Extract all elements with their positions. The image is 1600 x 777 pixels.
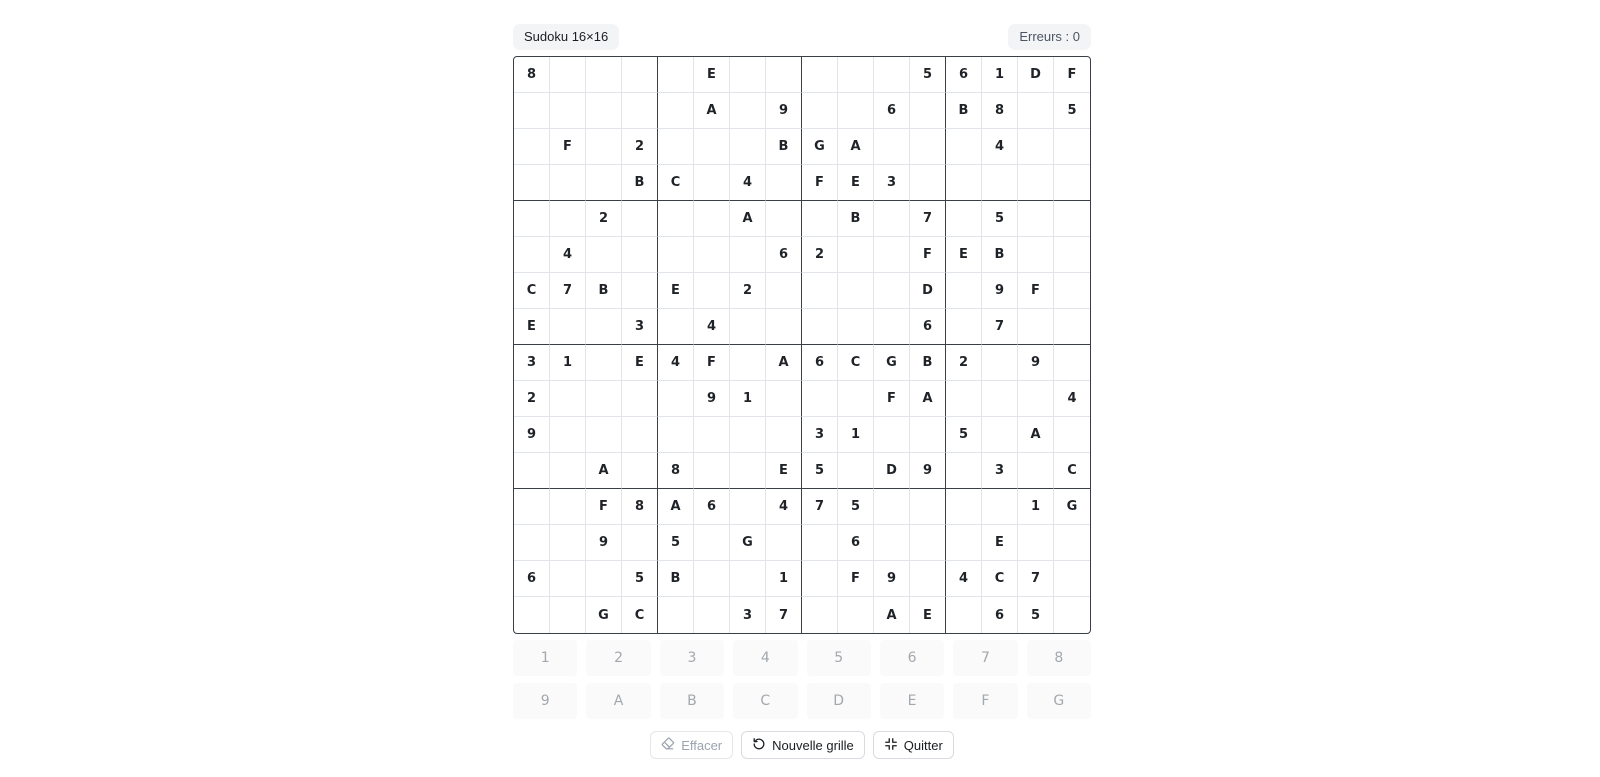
grid-cell[interactable] — [622, 93, 658, 129]
grid-cell[interactable]: 3 — [622, 309, 658, 345]
number-key[interactable]: G — [1027, 683, 1091, 719]
grid-cell[interactable]: 7 — [1018, 561, 1054, 597]
grid-cell[interactable]: 8 — [514, 57, 550, 93]
grid-cell[interactable]: 2 — [586, 201, 622, 237]
grid-cell[interactable]: 9 — [586, 525, 622, 561]
quit-label: Quitter — [903, 737, 943, 753]
grid-cell[interactable] — [694, 525, 730, 561]
grid-cell[interactable]: E — [910, 597, 946, 633]
grid-cell[interactable] — [1054, 129, 1090, 165]
grid-cell[interactable] — [1054, 309, 1090, 345]
grid-cell[interactable]: G — [586, 597, 622, 633]
grid-cell[interactable] — [910, 525, 946, 561]
grid-cell[interactable] — [874, 525, 910, 561]
grid-cell[interactable]: 9 — [982, 273, 1018, 309]
grid-cell[interactable] — [1018, 93, 1054, 129]
grid-cell[interactable]: C — [1054, 453, 1090, 489]
number-key[interactable]: E — [880, 683, 944, 719]
grid-cell[interactable] — [946, 453, 982, 489]
grid-cell[interactable] — [550, 201, 586, 237]
quit-button[interactable] — [873, 731, 954, 759]
grid-cell[interactable] — [766, 201, 802, 237]
grid-cell[interactable] — [910, 489, 946, 525]
grid-cell[interactable]: E — [838, 165, 874, 201]
grid-cell[interactable] — [586, 381, 622, 417]
grid-cell[interactable] — [766, 273, 802, 309]
grid-cell[interactable]: 2 — [730, 273, 766, 309]
grid-cell[interactable]: F — [838, 561, 874, 597]
grid-cell[interactable]: B — [910, 345, 946, 381]
grid-cell[interactable] — [586, 129, 622, 165]
number-key[interactable]: D — [807, 683, 871, 719]
grid-cell[interactable] — [1018, 129, 1054, 165]
grid-cell[interactable] — [766, 381, 802, 417]
grid-cell[interactable] — [946, 597, 982, 633]
grid-cell[interactable] — [766, 57, 802, 93]
grid-cell[interactable]: C — [838, 345, 874, 381]
grid-cell[interactable] — [946, 273, 982, 309]
grid-cell[interactable]: 5 — [658, 525, 694, 561]
new-grid-button[interactable] — [741, 731, 865, 759]
grid-cell[interactable] — [658, 237, 694, 273]
grid-cell[interactable] — [874, 417, 910, 453]
grid-cell[interactable] — [730, 561, 766, 597]
grid-cell[interactable]: 7 — [982, 309, 1018, 345]
grid-cell[interactable]: 1 — [550, 345, 586, 381]
grid-cell[interactable] — [514, 165, 550, 201]
grid-cell[interactable]: B — [838, 201, 874, 237]
grid-cell[interactable] — [694, 417, 730, 453]
grid-cell[interactable] — [1054, 525, 1090, 561]
grid-cell[interactable] — [874, 201, 910, 237]
grid-cell[interactable] — [1054, 237, 1090, 273]
grid-cell[interactable] — [946, 489, 982, 525]
grid-cell[interactable]: B — [622, 165, 658, 201]
grid-cell[interactable] — [550, 525, 586, 561]
grid-cell[interactable]: 9 — [694, 381, 730, 417]
grid-cell[interactable] — [1054, 597, 1090, 633]
grid-cell[interactable]: A — [730, 201, 766, 237]
grid-cell[interactable]: F — [550, 129, 586, 165]
grid-cell[interactable] — [694, 201, 730, 237]
grid-cell[interactable]: C — [622, 597, 658, 633]
grid-cell[interactable]: D — [910, 273, 946, 309]
grid-cell[interactable] — [1018, 525, 1054, 561]
grid-cell[interactable] — [1054, 561, 1090, 597]
number-key[interactable]: 1 — [513, 640, 577, 676]
grid-cell[interactable]: A — [910, 381, 946, 417]
grid-cell[interactable]: 4 — [658, 345, 694, 381]
new-grid-label: Nouvelle grille — [772, 737, 854, 753]
grid-cell[interactable] — [802, 93, 838, 129]
grid-cell[interactable] — [694, 561, 730, 597]
grid-cell[interactable]: C — [658, 165, 694, 201]
number-key[interactable]: 2 — [586, 640, 650, 676]
grid-cell[interactable] — [982, 489, 1018, 525]
grid-cell[interactable] — [658, 129, 694, 165]
grid-cell[interactable]: 5 — [622, 561, 658, 597]
grid-cell[interactable]: 3 — [982, 453, 1018, 489]
grid-cell[interactable] — [946, 129, 982, 165]
grid-cell[interactable] — [802, 309, 838, 345]
grid-cell[interactable]: 9 — [1018, 345, 1054, 381]
error-counter: Erreurs : 0 — [1008, 24, 1091, 50]
grid-cell[interactable] — [766, 417, 802, 453]
grid-cell[interactable] — [1054, 201, 1090, 237]
grid-cell[interactable] — [586, 345, 622, 381]
grid-cell[interactable] — [514, 237, 550, 273]
grid-cell[interactable]: A — [766, 345, 802, 381]
grid-cell[interactable] — [658, 57, 694, 93]
grid-cell[interactable] — [586, 165, 622, 201]
grid-cell[interactable] — [1018, 309, 1054, 345]
grid-cell[interactable]: C — [514, 273, 550, 309]
grid-cell[interactable]: 3 — [730, 597, 766, 633]
grid-cell[interactable] — [874, 129, 910, 165]
grid-cell[interactable] — [838, 597, 874, 633]
grid-cell[interactable]: F — [1054, 57, 1090, 93]
grid-cell[interactable] — [730, 309, 766, 345]
refresh-icon — [752, 737, 766, 754]
grid-cell[interactable] — [802, 597, 838, 633]
grid-cell[interactable] — [982, 417, 1018, 453]
grid-cell[interactable] — [586, 309, 622, 345]
grid-cell[interactable] — [802, 525, 838, 561]
grid-cell[interactable]: 5 — [910, 57, 946, 93]
clear-label: Effacer — [681, 737, 723, 753]
grid-cell[interactable]: 5 — [802, 453, 838, 489]
grid-cell[interactable]: 7 — [550, 273, 586, 309]
grid-cell[interactable] — [874, 309, 910, 345]
number-key[interactable]: 6 — [880, 640, 944, 676]
grid-cell[interactable] — [586, 57, 622, 93]
header — [513, 24, 1091, 50]
grid-cell[interactable] — [874, 273, 910, 309]
grid-cell[interactable] — [1018, 237, 1054, 273]
number-key[interactable]: 4 — [733, 640, 797, 676]
grid-cell[interactable] — [514, 453, 550, 489]
grid-cell[interactable] — [586, 417, 622, 453]
grid-cell[interactable] — [910, 129, 946, 165]
grid-cell[interactable]: 4 — [694, 309, 730, 345]
number-key[interactable]: 8 — [1027, 640, 1091, 676]
grid-cell[interactable] — [766, 309, 802, 345]
number-key[interactable]: F — [953, 683, 1017, 719]
number-pad — [513, 640, 1091, 719]
grid-cell[interactable] — [622, 201, 658, 237]
grid-cell[interactable]: 4 — [730, 165, 766, 201]
grid-cell[interactable] — [658, 201, 694, 237]
grid-cell[interactable] — [874, 489, 910, 525]
grid-cell[interactable]: 4 — [1054, 381, 1090, 417]
grid-cell[interactable] — [982, 345, 1018, 381]
grid-cell[interactable] — [694, 165, 730, 201]
grid-cell[interactable]: 4 — [550, 237, 586, 273]
grid-cell[interactable] — [694, 129, 730, 165]
grid-cell[interactable] — [622, 417, 658, 453]
grid-cell[interactable] — [622, 381, 658, 417]
grid-cell[interactable] — [730, 489, 766, 525]
grid-cell[interactable] — [910, 561, 946, 597]
grid-cell[interactable] — [1018, 453, 1054, 489]
grid-cell[interactable]: 3 — [802, 417, 838, 453]
grid-cell[interactable]: 6 — [694, 489, 730, 525]
number-key[interactable]: 9 — [513, 683, 577, 719]
grid-cell[interactable] — [730, 417, 766, 453]
grid-cell[interactable] — [766, 165, 802, 201]
grid-cell[interactable]: G — [730, 525, 766, 561]
grid-cell[interactable]: C — [982, 561, 1018, 597]
grid-cell[interactable] — [694, 597, 730, 633]
grid-cell[interactable] — [622, 57, 658, 93]
grid-cell[interactable] — [514, 489, 550, 525]
grid-cell[interactable]: 7 — [910, 201, 946, 237]
grid-cell[interactable] — [622, 273, 658, 309]
grid-cell[interactable]: F — [874, 381, 910, 417]
grid-cell[interactable]: 9 — [514, 417, 550, 453]
grid-cell[interactable] — [910, 417, 946, 453]
grid-cell[interactable] — [550, 93, 586, 129]
grid-cell[interactable]: 8 — [982, 93, 1018, 129]
grid-cell[interactable]: B — [766, 129, 802, 165]
grid-cell[interactable]: E — [694, 57, 730, 93]
grid-cell[interactable]: A — [1018, 417, 1054, 453]
grid-cell[interactable]: 2 — [946, 345, 982, 381]
grid-cell[interactable] — [514, 93, 550, 129]
grid-cell[interactable]: 2 — [622, 129, 658, 165]
grid-cell[interactable]: 6 — [946, 57, 982, 93]
grid-cell[interactable]: 5 — [838, 489, 874, 525]
grid-cell[interactable]: 9 — [766, 93, 802, 129]
grid-cell[interactable]: F — [910, 237, 946, 273]
grid-cell[interactable]: E — [766, 453, 802, 489]
grid-cell[interactable] — [802, 57, 838, 93]
grid-cell[interactable]: 1 — [766, 561, 802, 597]
grid-cell[interactable]: 2 — [802, 237, 838, 273]
grid-cell[interactable] — [622, 453, 658, 489]
grid-cell[interactable] — [586, 237, 622, 273]
grid-cell[interactable] — [1054, 165, 1090, 201]
grid-cell[interactable]: 8 — [658, 453, 694, 489]
grid-cell[interactable] — [1054, 273, 1090, 309]
grid-cell[interactable]: A — [838, 129, 874, 165]
grid-cell[interactable] — [910, 165, 946, 201]
grid-cell[interactable] — [550, 561, 586, 597]
grid-cell[interactable] — [802, 273, 838, 309]
grid-cell[interactable]: 5 — [982, 201, 1018, 237]
grid-cell[interactable]: G — [802, 129, 838, 165]
number-key[interactable]: 5 — [807, 640, 871, 676]
number-key[interactable]: 7 — [953, 640, 1017, 676]
grid-cell[interactable] — [946, 525, 982, 561]
grid-cell[interactable]: D — [1018, 57, 1054, 93]
grid-cell[interactable]: 6 — [802, 345, 838, 381]
grid-cell[interactable]: D — [874, 453, 910, 489]
grid-cell[interactable] — [658, 93, 694, 129]
grid-cell[interactable]: 6 — [766, 237, 802, 273]
grid-cell[interactable] — [550, 309, 586, 345]
grid-cell[interactable] — [802, 381, 838, 417]
grid-cell[interactable]: 9 — [910, 453, 946, 489]
grid-cell[interactable]: 1 — [1018, 489, 1054, 525]
grid-cell[interactable] — [946, 309, 982, 345]
grid-cell[interactable]: E — [658, 273, 694, 309]
grid-cell[interactable] — [1018, 381, 1054, 417]
grid-cell[interactable] — [550, 417, 586, 453]
grid-cell[interactable]: 9 — [874, 561, 910, 597]
grid-cell[interactable] — [1054, 417, 1090, 453]
grid-cell[interactable] — [802, 561, 838, 597]
grid-cell[interactable]: 3 — [514, 345, 550, 381]
grid-cell[interactable]: G — [874, 345, 910, 381]
grid-cell[interactable] — [658, 381, 694, 417]
grid-cell[interactable] — [1018, 165, 1054, 201]
grid-cell[interactable] — [694, 237, 730, 273]
game-title: Sudoku 16×16 — [513, 24, 619, 50]
grid-cell[interactable] — [694, 273, 730, 309]
grid-cell[interactable]: B — [658, 561, 694, 597]
exit-fullscreen-icon — [884, 737, 898, 754]
grid-cell[interactable]: 7 — [802, 489, 838, 525]
grid-cell[interactable] — [694, 453, 730, 489]
grid-cell[interactable]: 6 — [838, 525, 874, 561]
grid-cell[interactable] — [982, 165, 1018, 201]
grid-cell[interactable] — [550, 489, 586, 525]
grid-cell[interactable] — [622, 525, 658, 561]
grid-cell[interactable]: 6 — [874, 93, 910, 129]
grid-cell[interactable] — [514, 129, 550, 165]
grid-cell[interactable]: 8 — [622, 489, 658, 525]
grid-cell[interactable] — [730, 237, 766, 273]
grid-cell[interactable]: A — [658, 489, 694, 525]
action-bar — [513, 731, 1091, 759]
grid-cell[interactable] — [730, 345, 766, 381]
grid-cell[interactable] — [550, 165, 586, 201]
grid-cell[interactable]: G — [1054, 489, 1090, 525]
grid-cell[interactable] — [586, 561, 622, 597]
grid-cell[interactable] — [874, 237, 910, 273]
grid-cell[interactable]: B — [946, 93, 982, 129]
grid-cell[interactable]: 1 — [982, 57, 1018, 93]
grid-cell[interactable] — [550, 381, 586, 417]
grid-cell[interactable]: 4 — [982, 129, 1018, 165]
grid-cell[interactable]: 2 — [514, 381, 550, 417]
grid-cell[interactable] — [838, 309, 874, 345]
number-key[interactable]: C — [733, 683, 797, 719]
grid-cell[interactable]: F — [694, 345, 730, 381]
sudoku-app — [513, 24, 1091, 759]
grid-cell[interactable]: 4 — [946, 561, 982, 597]
grid-cell[interactable] — [838, 273, 874, 309]
grid-cell[interactable]: F — [586, 489, 622, 525]
grid-cell[interactable]: 6 — [514, 561, 550, 597]
number-key[interactable]: A — [586, 683, 650, 719]
grid-cell[interactable] — [1018, 201, 1054, 237]
grid-cell[interactable] — [802, 201, 838, 237]
grid-cell[interactable]: E — [946, 237, 982, 273]
grid-cell[interactable] — [838, 237, 874, 273]
sudoku-board — [513, 56, 1091, 634]
grid-cell[interactable] — [766, 525, 802, 561]
grid-cell[interactable] — [586, 93, 622, 129]
grid-cell[interactable] — [1054, 345, 1090, 381]
grid-cell[interactable]: B — [982, 237, 1018, 273]
grid-cell[interactable] — [946, 165, 982, 201]
grid-cell[interactable]: B — [586, 273, 622, 309]
grid-cell[interactable]: 6 — [910, 309, 946, 345]
grid-cell[interactable] — [550, 597, 586, 633]
grid-cell[interactable] — [514, 201, 550, 237]
grid-cell[interactable] — [838, 453, 874, 489]
grid-cell[interactable]: F — [1018, 273, 1054, 309]
grid-cell[interactable]: E — [514, 309, 550, 345]
grid-cell[interactable] — [982, 381, 1018, 417]
grid-cell[interactable] — [730, 453, 766, 489]
grid-cell[interactable]: A — [874, 597, 910, 633]
grid-cell[interactable] — [658, 417, 694, 453]
grid-cell[interactable] — [658, 597, 694, 633]
grid-cell[interactable] — [730, 57, 766, 93]
grid-cell[interactable]: F — [802, 165, 838, 201]
grid-cell[interactable] — [730, 93, 766, 129]
grid-cell[interactable]: 5 — [1054, 93, 1090, 129]
grid-cell[interactable] — [514, 597, 550, 633]
grid-cell[interactable] — [946, 201, 982, 237]
number-key[interactable]: B — [660, 683, 724, 719]
grid-cell[interactable] — [550, 57, 586, 93]
grid-cell[interactable]: 7 — [766, 597, 802, 633]
grid-cell[interactable] — [622, 237, 658, 273]
grid-cell[interactable]: A — [586, 453, 622, 489]
grid-cell[interactable]: A — [694, 93, 730, 129]
grid-cell[interactable] — [550, 453, 586, 489]
grid-cell[interactable] — [730, 129, 766, 165]
grid-cell[interactable] — [838, 93, 874, 129]
grid-cell[interactable] — [838, 57, 874, 93]
grid-cell[interactable]: 1 — [730, 381, 766, 417]
grid-cell[interactable] — [514, 525, 550, 561]
grid-cell[interactable]: 6 — [982, 597, 1018, 633]
grid-cell[interactable] — [946, 381, 982, 417]
grid-cell[interactable] — [910, 93, 946, 129]
grid-cell[interactable]: 4 — [766, 489, 802, 525]
grid-cell[interactable]: 5 — [946, 417, 982, 453]
grid-cell[interactable]: 1 — [838, 417, 874, 453]
grid-cell[interactable] — [874, 57, 910, 93]
eraser-icon — [661, 737, 675, 754]
grid-cell[interactable]: E — [982, 525, 1018, 561]
grid-cell[interactable] — [838, 381, 874, 417]
clear-button[interactable] — [650, 731, 733, 759]
grid-cell[interactable] — [658, 309, 694, 345]
grid-cell[interactable]: 3 — [874, 165, 910, 201]
grid-cell[interactable]: 5 — [1018, 597, 1054, 633]
grid-cell[interactable]: E — [622, 345, 658, 381]
number-key[interactable]: 3 — [660, 640, 724, 676]
